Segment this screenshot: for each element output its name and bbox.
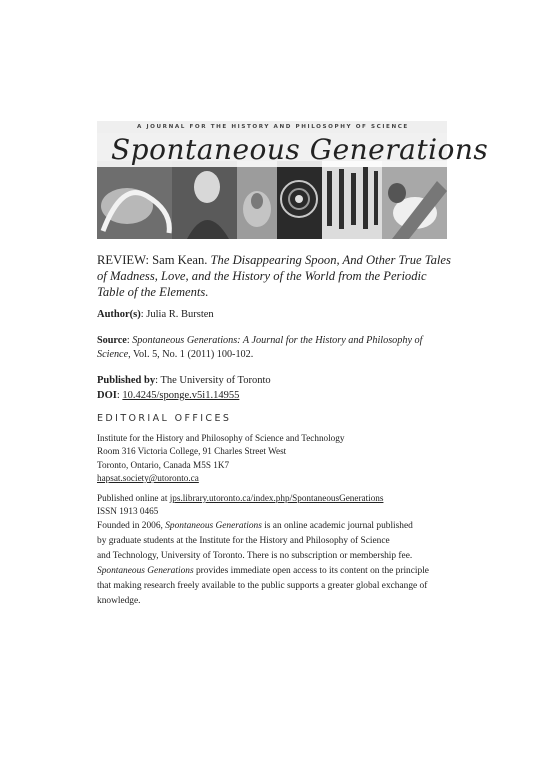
author-line: Author(s): Julia R. Bursten <box>97 309 214 320</box>
source-citation <box>97 334 447 362</box>
book-title-part-3: Table of the Elements. <box>97 285 209 299</box>
source-journal-2: Science <box>97 349 129 360</box>
journal-banner <box>97 121 489 239</box>
journal-url-link[interactable]: jps.library.utoronto.ca/index.php/SpontaneousGenerations <box>169 493 384 503</box>
address-line-2: Room 316 Victoria College, 91 Charles Street West <box>97 446 287 457</box>
source-label: Source <box>97 335 127 346</box>
about-journal-name: Spontaneous Generations <box>97 566 194 576</box>
editorial-offices-heading: EDITORIAL OFFICES <box>97 413 232 424</box>
online-line <box>97 492 447 505</box>
address-line-1: Institute for the History and Philosophy of Science and Technology <box>97 433 345 443</box>
source-line-2 <box>97 348 447 362</box>
online-info <box>97 492 447 519</box>
published-by-label: Published by <box>97 375 156 386</box>
about-line-5: that making research freely available to the public supports a greater global exchange of <box>97 581 428 591</box>
book-title-part-1: The Disappearing Spoon, And Other True Tales <box>210 253 451 267</box>
editorial-address <box>97 432 447 486</box>
about-line-4 <box>97 564 447 579</box>
review-title-line-2 <box>97 268 447 284</box>
about-line-2: by graduate students at the Institute for the History and Philosophy of Science <box>97 536 390 546</box>
doi-link[interactable]: 10.4245/sponge.v5i1.14955 <box>122 390 240 401</box>
doi-line: DOI: 10.4245/sponge.v5i1.14955 <box>97 390 240 401</box>
issn: ISSN 1913 0465 <box>97 506 159 517</box>
about-journal-name: Spontaneous Generations <box>165 521 262 531</box>
publication-info <box>97 373 447 403</box>
source-line-1: Source: Spontaneous Generations: A Journal for the History and Philosophy of <box>97 335 423 346</box>
about-line-1 <box>97 519 447 534</box>
review-citation <box>97 252 451 300</box>
book-title-part-2: of Madness, Love, and the History of the World from the Periodic <box>97 269 427 283</box>
source-journal-1: Spontaneous Generations: A Journal for the History and Philosophy of <box>132 335 423 346</box>
online-prefix: Published online at <box>97 493 170 503</box>
about-text: provides immediate open access to its content on the principle <box>193 566 429 576</box>
about-text: Founded in 2006, <box>97 521 166 531</box>
about-line-3: and Technology, University of Toronto. There is no subscription or membership fee. <box>97 551 413 561</box>
journal-name: Spontaneous Generations <box>97 133 447 167</box>
review-title-line-1 <box>97 252 451 268</box>
source-details: , Vol. 5, No. 1 (2011) 100-102. <box>128 349 254 360</box>
about-line-6: knowledge. <box>97 596 141 606</box>
journal-tagline: A JOURNAL FOR THE HISTORY AND PHILOSOPHY OF SCIENCE <box>97 121 447 133</box>
email-link[interactable]: hapsat.society@utoronto.ca <box>97 473 199 484</box>
about-paragraph <box>97 519 447 609</box>
publisher-name: The University of Toronto <box>160 375 271 386</box>
published-by-line: Published by: The University of Toronto <box>97 375 271 386</box>
address-line-3: Toronto, Ontario, Canada M5S 1K7 <box>97 459 230 470</box>
review-prefix: REVIEW: Sam Kean. <box>97 253 211 267</box>
author-name: Julia R. Bursten <box>146 309 214 320</box>
doi-label: DOI <box>97 390 117 401</box>
author-label: Author(s) <box>97 309 141 320</box>
about-text: is an online academic journal published <box>261 521 413 531</box>
review-title-line-3 <box>97 284 447 300</box>
